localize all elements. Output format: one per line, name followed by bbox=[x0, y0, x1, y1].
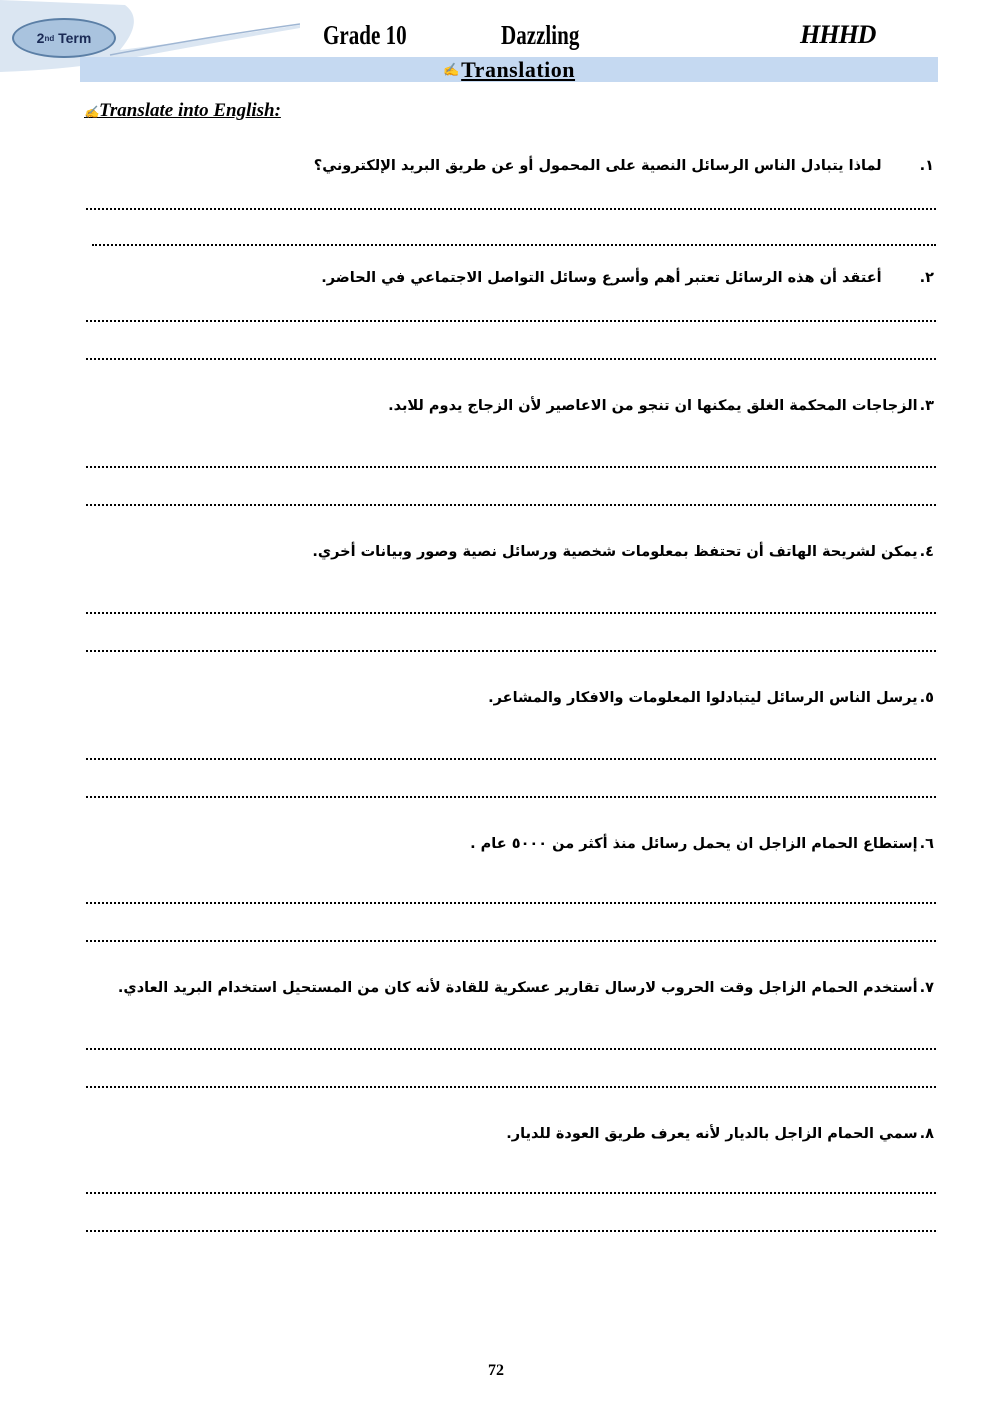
question-number: ٦. bbox=[919, 836, 934, 852]
question-text: أستخدم الحمام الزاجل وقت الحروب لارسال تقارير عسكرية للقادة لأنه كان من المستحيل استخدام البريد العادي. bbox=[117, 980, 918, 996]
question-7 bbox=[118, 980, 934, 996]
question-number: ٧. bbox=[919, 980, 934, 996]
question-text: إستطاع الحمام الزاجل ان يحمل رسائل منذ أكثر من ٥٠٠٠ عام . bbox=[470, 836, 918, 852]
term-suffix: nd bbox=[44, 33, 55, 43]
question-5 bbox=[488, 690, 934, 706]
question-3 bbox=[388, 398, 934, 414]
section-title: Translation bbox=[461, 56, 576, 82]
question-number: ٢. bbox=[919, 270, 934, 286]
section-bar bbox=[80, 57, 938, 82]
grade-title: Grade 10 bbox=[323, 20, 407, 50]
term-label: Term bbox=[58, 30, 92, 46]
term-badge bbox=[12, 18, 116, 58]
pen-icon: ✍ bbox=[442, 61, 460, 77]
question-number: ٤. bbox=[919, 544, 934, 560]
answer-line[interactable] bbox=[86, 650, 936, 652]
question-8 bbox=[506, 1126, 934, 1142]
pen-icon: ✍ bbox=[84, 105, 99, 119]
question-text: الزجاجات المحكمة الغلق يمكنها ان تنجو من الاعاصير لأن الزجاج يدوم للابد. bbox=[388, 398, 918, 414]
question-number: ١. bbox=[919, 158, 934, 174]
answer-line[interactable] bbox=[86, 940, 936, 942]
answer-line[interactable] bbox=[86, 1048, 936, 1050]
question-number: ٥. bbox=[919, 690, 934, 706]
question-4 bbox=[312, 544, 934, 560]
answer-line[interactable] bbox=[86, 358, 936, 360]
term-number: 2 bbox=[36, 30, 45, 46]
question-text: يرسل الناس الرسائل ليتبادلوا المعلومات والافكار والمشاعر. bbox=[488, 690, 918, 706]
book-title: Dazzling bbox=[501, 20, 580, 50]
answer-line[interactable] bbox=[86, 1230, 936, 1232]
instruction bbox=[84, 100, 281, 122]
question-text: يمكن لشريحة الهاتف أن تحتفظ بمعلومات شخصية ورسائل نصية وصور وبيانات أخري. bbox=[312, 544, 918, 560]
brand-logo: HHHD bbox=[800, 20, 876, 49]
answer-line[interactable] bbox=[86, 758, 936, 760]
question-number: ٨. bbox=[919, 1126, 934, 1142]
question-1 bbox=[314, 158, 934, 174]
answer-line[interactable] bbox=[86, 1086, 936, 1088]
question-number: ٣. bbox=[919, 398, 934, 414]
answer-line[interactable] bbox=[86, 320, 936, 322]
question-6 bbox=[470, 836, 934, 852]
answer-line[interactable] bbox=[86, 796, 936, 798]
answer-line[interactable] bbox=[92, 244, 936, 246]
instruction-text: Translate into English: bbox=[98, 100, 281, 121]
answer-line[interactable] bbox=[86, 208, 936, 210]
page-number: 72 bbox=[488, 1362, 504, 1379]
answer-line[interactable] bbox=[86, 612, 936, 614]
question-text: لماذا يتبادل الناس الرسائل النصية على المحمول أو عن طريق البريد الإلكتروني؟ bbox=[313, 158, 882, 174]
question-text: أعتقد أن هذه الرسائل تعتبر أهم وأسرع وسائل التواصل الاجتماعي في الحاضر. bbox=[321, 270, 882, 286]
answer-line[interactable] bbox=[86, 1192, 936, 1194]
question-2 bbox=[321, 270, 934, 286]
question-text: سمي الحمام الزاجل بالديار لأنه يعرف طريق العودة للديار. bbox=[506, 1126, 918, 1142]
answer-line[interactable] bbox=[86, 902, 936, 904]
answer-line[interactable] bbox=[86, 504, 936, 506]
answer-line[interactable] bbox=[86, 466, 936, 468]
